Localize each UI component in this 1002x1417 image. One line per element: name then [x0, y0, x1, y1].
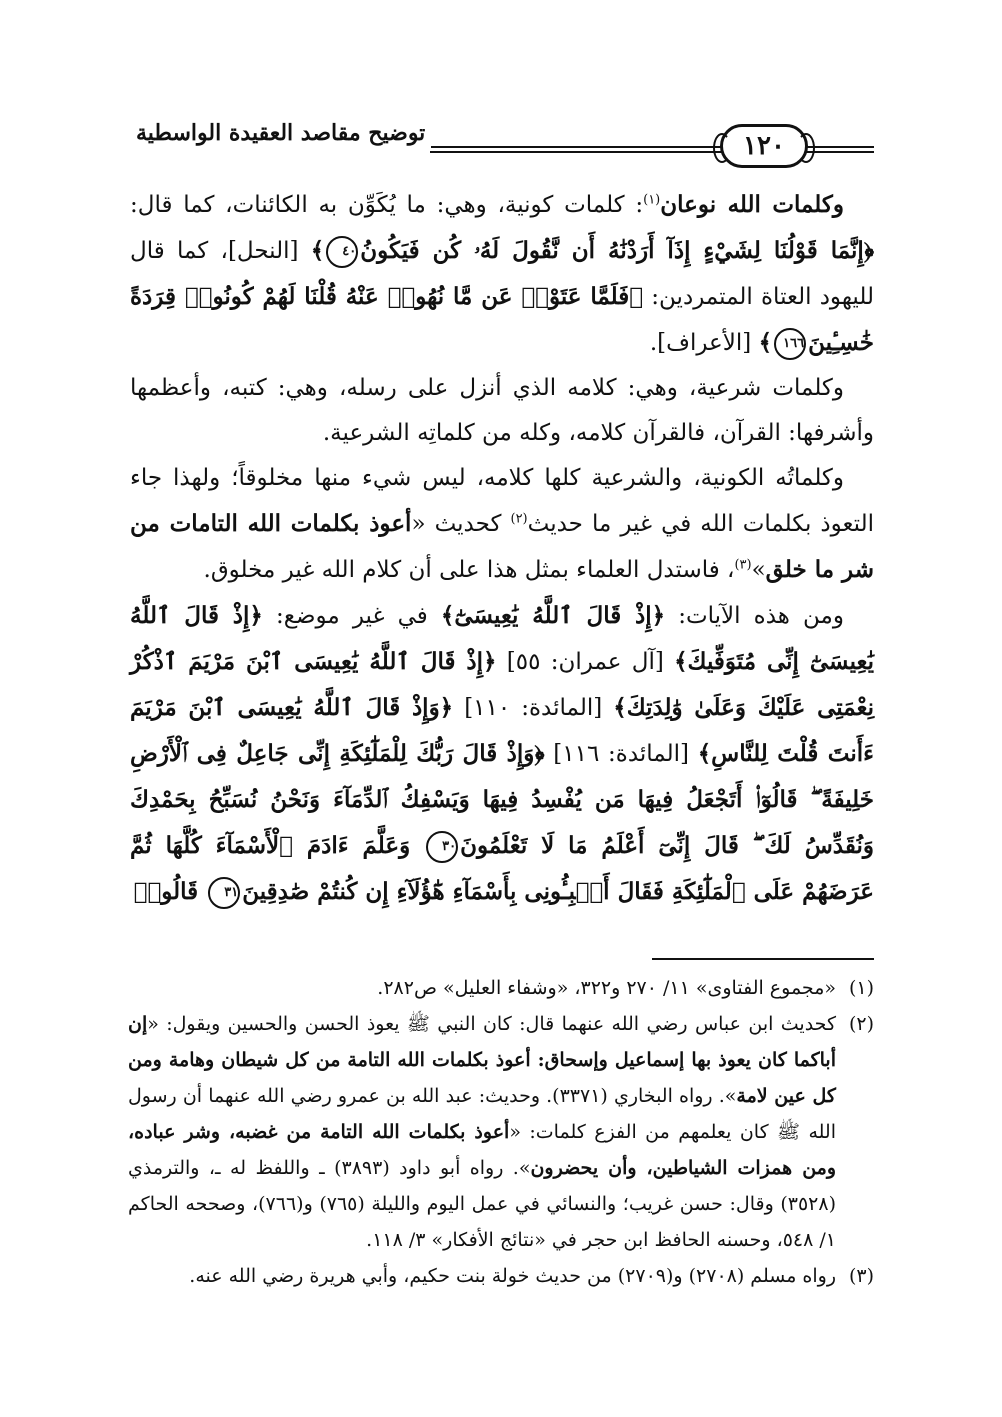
- surah-reference: [آل عمران: ٥٥]: [496, 649, 675, 675]
- surah-reference: [المائدة: ١١٦]: [544, 741, 698, 767]
- quran-quote: ﴿إِذْ قَالَ ٱللَّهُ يَٰعِيسَىٰٓ إِنِّى مُتَوَفِّيكَ﴾: [130, 602, 875, 675]
- paragraph-shariyya: وكلمات شرعية، وهي: كلامه الذي أنزل على رسله، وهي: كتبه، وأعظمها وأشرفها: القرآن، فالقرآن كلامه، وكله من كلماتِه الشرعية.: [130, 375, 874, 446]
- paragraph-verses: ومن هذه الآيات: ﴿إِذْ قَالَ ٱللَّهُ يَٰعِيسَىٰٓ﴾ في غير موضع: ﴿إِذْ قَالَ ٱللَّهُ يَٰعِيسَىٰٓ إِنِّى مُتَوَفِّيكَ﴾ [آل عمران: ٥٥] ﴿إِذْ قَالَ ٱللَّهُ يَٰعِيسَى ٱبْنَ مَرْيَمَ ٱذْكُرْ نِعْمَتِى عَلَيْكَ وَعَلَىٰ وَٰلِدَتِكَ﴾ [المائدة: ١١٠] ﴿وَإِذْ قَالَ ٱللَّهُ يَٰعِيسَى ٱبْنَ مَرْيَمَ ءَأَنتَ قُلْتَ لِلنَّاسِ﴾ [المائدة: ١١٦] ﴿وَإِذْ قَالَ رَبُّكَ لِلْمَلَٰٓئِكَةِ إِنِّى جَاعِلٌ فِى ٱلْأَرْضِ خَلِيفَةً ۖ قَالُوٓا۟ أَتَجْعَلُ فِيهَا مَن يُفْسِدُ فِيهَا وَيَسْفِكُ ٱلدِّمَآءَ وَنَحْنُ نُسَبِّحُ بِحَمْدِكَ وَنُقَدِّسُ لَكَ ۖ قَالَ إِنِّىٓ أَعْلَمُ مَا لَا تَعْلَمُونَ٣٠ وَعَلَّمَ ءَادَمَ ٱلْأَسْمَآءَ كُلَّهَا ثُمَّ عَرَضَهُمْ عَلَى ٱلْمَلَٰٓئِكَةِ فَقَالَ أَنۢبِـُٔونِى بِأَسْمَآءِ هَٰٓؤُلَآءِ إِن كُنتُمْ صَٰدِقِينَ٣١ قَالُوا۟: [130, 593, 874, 915]
- footnote-number: (١): [848, 977, 874, 999]
- quran-quote: ﴿إِنَّمَا قَوْلُنَا لِشَيْءٍ إِذَآ أَرَدْنَٰهُ أَن نَّقُولَ لَهُۥ كُن فَيَكُونُ: [360, 237, 875, 264]
- footnote-number: (٣): [848, 1265, 874, 1287]
- paragraph-kalimat-types: وكلمات الله نوعان$^{(١)}$: كلمات كونية، وهي: ما يُكَوِّن به الكائنات، كما قال: ﴿إِنَّمَا قَوْلُنَا لِشَيْءٍ إِذَآ أَرَدْنَٰهُ أَن نَّقُولَ لَهُۥ كُن فَيَكُونُ٤٠﴾ [النحل]، كما قال لليهود العتاة المتمردين: ﴿فَلَمَّا عَتَوْا۟ عَن مَّا نُهُوا۟ عَنْهُ قُلْنَا لَهُمْ كُونُوا۟ قِرَدَةً خَٰسِـِٔينَ١٦٦﴾ [الأعراف].: [130, 182, 874, 366]
- footnote-3: (٣)رواه مسلم (٢٧٠٨) و(٢٧٠٩) من حديث خولة بنت حكيم، وأبي هريرة رضي الله عنه.: [128, 1258, 874, 1294]
- surah-reference: [النحل]، كما قال لليهود العتاة المتمردين:: [130, 238, 874, 310]
- footnotes: [128, 970, 874, 1294]
- surah-reference: [المائدة: ١١٠]: [453, 695, 614, 721]
- hadith-quote: إن أباكما كان يعوذ بها إسماعيل وإسحاق: أعوذ بكلمات الله التامة من كل شيطان وهامة ومن كل عين لامة: [128, 1013, 836, 1107]
- quran-quote: ﴿إِذْ قَالَ ٱللَّهُ يَٰعِيسَى ٱبْنَ مَرْيَمَ ٱذْكُرْ نِعْمَتِى عَلَيْكَ وَعَلَىٰ وَٰلِدَتِكَ﴾: [130, 648, 874, 721]
- quran-quote: ﴿إِذْ قَالَ ٱللَّهُ يَٰعِيسَىٰٓ﴾: [440, 602, 666, 629]
- footnote-separator: [652, 958, 874, 960]
- footnote-number: (٢): [848, 1013, 874, 1035]
- footnote-1: (١)«مجموع الفتاوى» ١١/ ٢٧٠ و٣٢٢، «وشفاء العليل» ص٢٨٢.: [128, 970, 874, 1006]
- quran-quote: ﴿وَإِذْ قَالَ ٱللَّهُ يَٰعِيسَى ٱبْنَ مَرْيَمَ ءَأَنتَ قُلْتَ لِلنَّاسِ﴾: [130, 694, 874, 767]
- footnote-ref-2: (٢): [510, 511, 528, 527]
- ayah-number-marker: ٣٠: [426, 831, 458, 863]
- main-text: [130, 182, 874, 915]
- quran-quote: ﴿وَإِذْ قَالَ رَبُّكَ لِلْمَلَٰٓئِكَةِ إِنِّى جَاعِلٌ فِى ٱلْأَرْضِ خَلِيفَةً ۖ قَالُوٓا۟ أَتَجْعَلُ فِيهَا مَن يُفْسِدُ فِيهَا وَيَسْفِكُ ٱلدِّمَآءَ وَنَحْنُ نُسَبِّحُ بِحَمْدِكَ وَنُقَدِّسُ لَكَ ۖ قَالَ إِنِّىٓ أَعْلَمُ مَا لَا تَعْلَمُونَ: [130, 740, 874, 859]
- hadith-quote: أعوذ بكلمات الله التامة من غضبه، وشر عباده، ومن همزات الشياطين، وأن يحضرون: [128, 1121, 837, 1179]
- hadith-quote: أعوذ بكلمات الله التامات من شر ما خلق: [130, 510, 874, 583]
- quran-quote: وَعَلَّمَ ءَادَمَ ٱلْأَسْمَآءَ كُلَّهَا ثُمَّ عَرَضَهُمْ عَلَى ٱلْمَلَٰٓئِكَةِ فَقَالَ أَنۢبِـُٔونِى بِأَسْمَآءِ هَٰٓؤُلَآءِ إِن كُنتُمْ صَٰدِقِينَ: [130, 832, 874, 905]
- ayah-number-marker: ٤٠: [326, 236, 358, 268]
- quran-quote: قَالُوا۟: [133, 878, 207, 905]
- book-title: توضيح مقاصد العقيدة الواسطية: [130, 118, 431, 148]
- bold-lead: وكلمات الله نوعان: [660, 191, 844, 218]
- paragraph-not-created: وكلماتُه الكونية، والشرعية كلها كلامه، ليس شيء منها مخلوقاً؛ ولهذا جاء التعوذ بكلمات الله في غير ما حديث$^{(٢)}$ كحديث «أعوذ بكلمات الله التامات من شر ما خلق»$^{(٣)}$، فاستدل العلماء بمثل هذا على أن كلام الله غير مخلوق.: [130, 465, 874, 583]
- page-number: ١٢٠: [743, 131, 785, 161]
- footnote-2: (٢)كحديث ابن عباس رضي الله عنهما قال: كان النبي ﷺ يعوذ الحسن والحسين ويقول: «إن أباكما كان يعوذ بها إسماعيل وإسحاق: أعوذ بكلمات الله التامة من كل شيطان وهامة ومن كل عين لامة». رواه البخاري (٣٣٧١). وحديث: عبد الله بن عمرو رضي الله عنهما أن رسول الله ﷺ كان يعلمهم من الفزع كلمات: «أعوذ بكلمات الله التامة من غضبه، وشر عباده، ومن همزات الشياطين، وأن يحضرون». رواه أبو داود (٣٨٩٣) ـ واللفظ له ـ، والترمذي (٣٥٢٨) وقال: حسن غريب؛ والنسائي في عمل اليوم والليلة (٧٦٥) و(٧٦٦)، وصححه الحاكم ١/ ٥٤٨، وحسنه الحافظ ابن حجر في «نتائج الأفكار» ٣/ ١١٨.: [128, 1006, 874, 1258]
- ayah-number-marker: ١٦٦: [774, 328, 806, 360]
- footnote-ref-3: (٣): [734, 557, 752, 573]
- quran-quote: ﴿فَلَمَّا عَتَوْا۟ عَن مَّا نُهُوا۟ عَنْهُ قُلْنَا لَهُمْ كُونُوا۟ قِرَدَةً خَٰسِـِٔينَ: [130, 283, 874, 356]
- page-number-badge: [720, 124, 808, 168]
- footnote-ref-1: (١): [643, 192, 661, 208]
- ayah-number-marker: ٣١: [208, 877, 240, 909]
- surah-reference: [الأعراف].: [649, 330, 759, 356]
- running-header: [130, 118, 874, 168]
